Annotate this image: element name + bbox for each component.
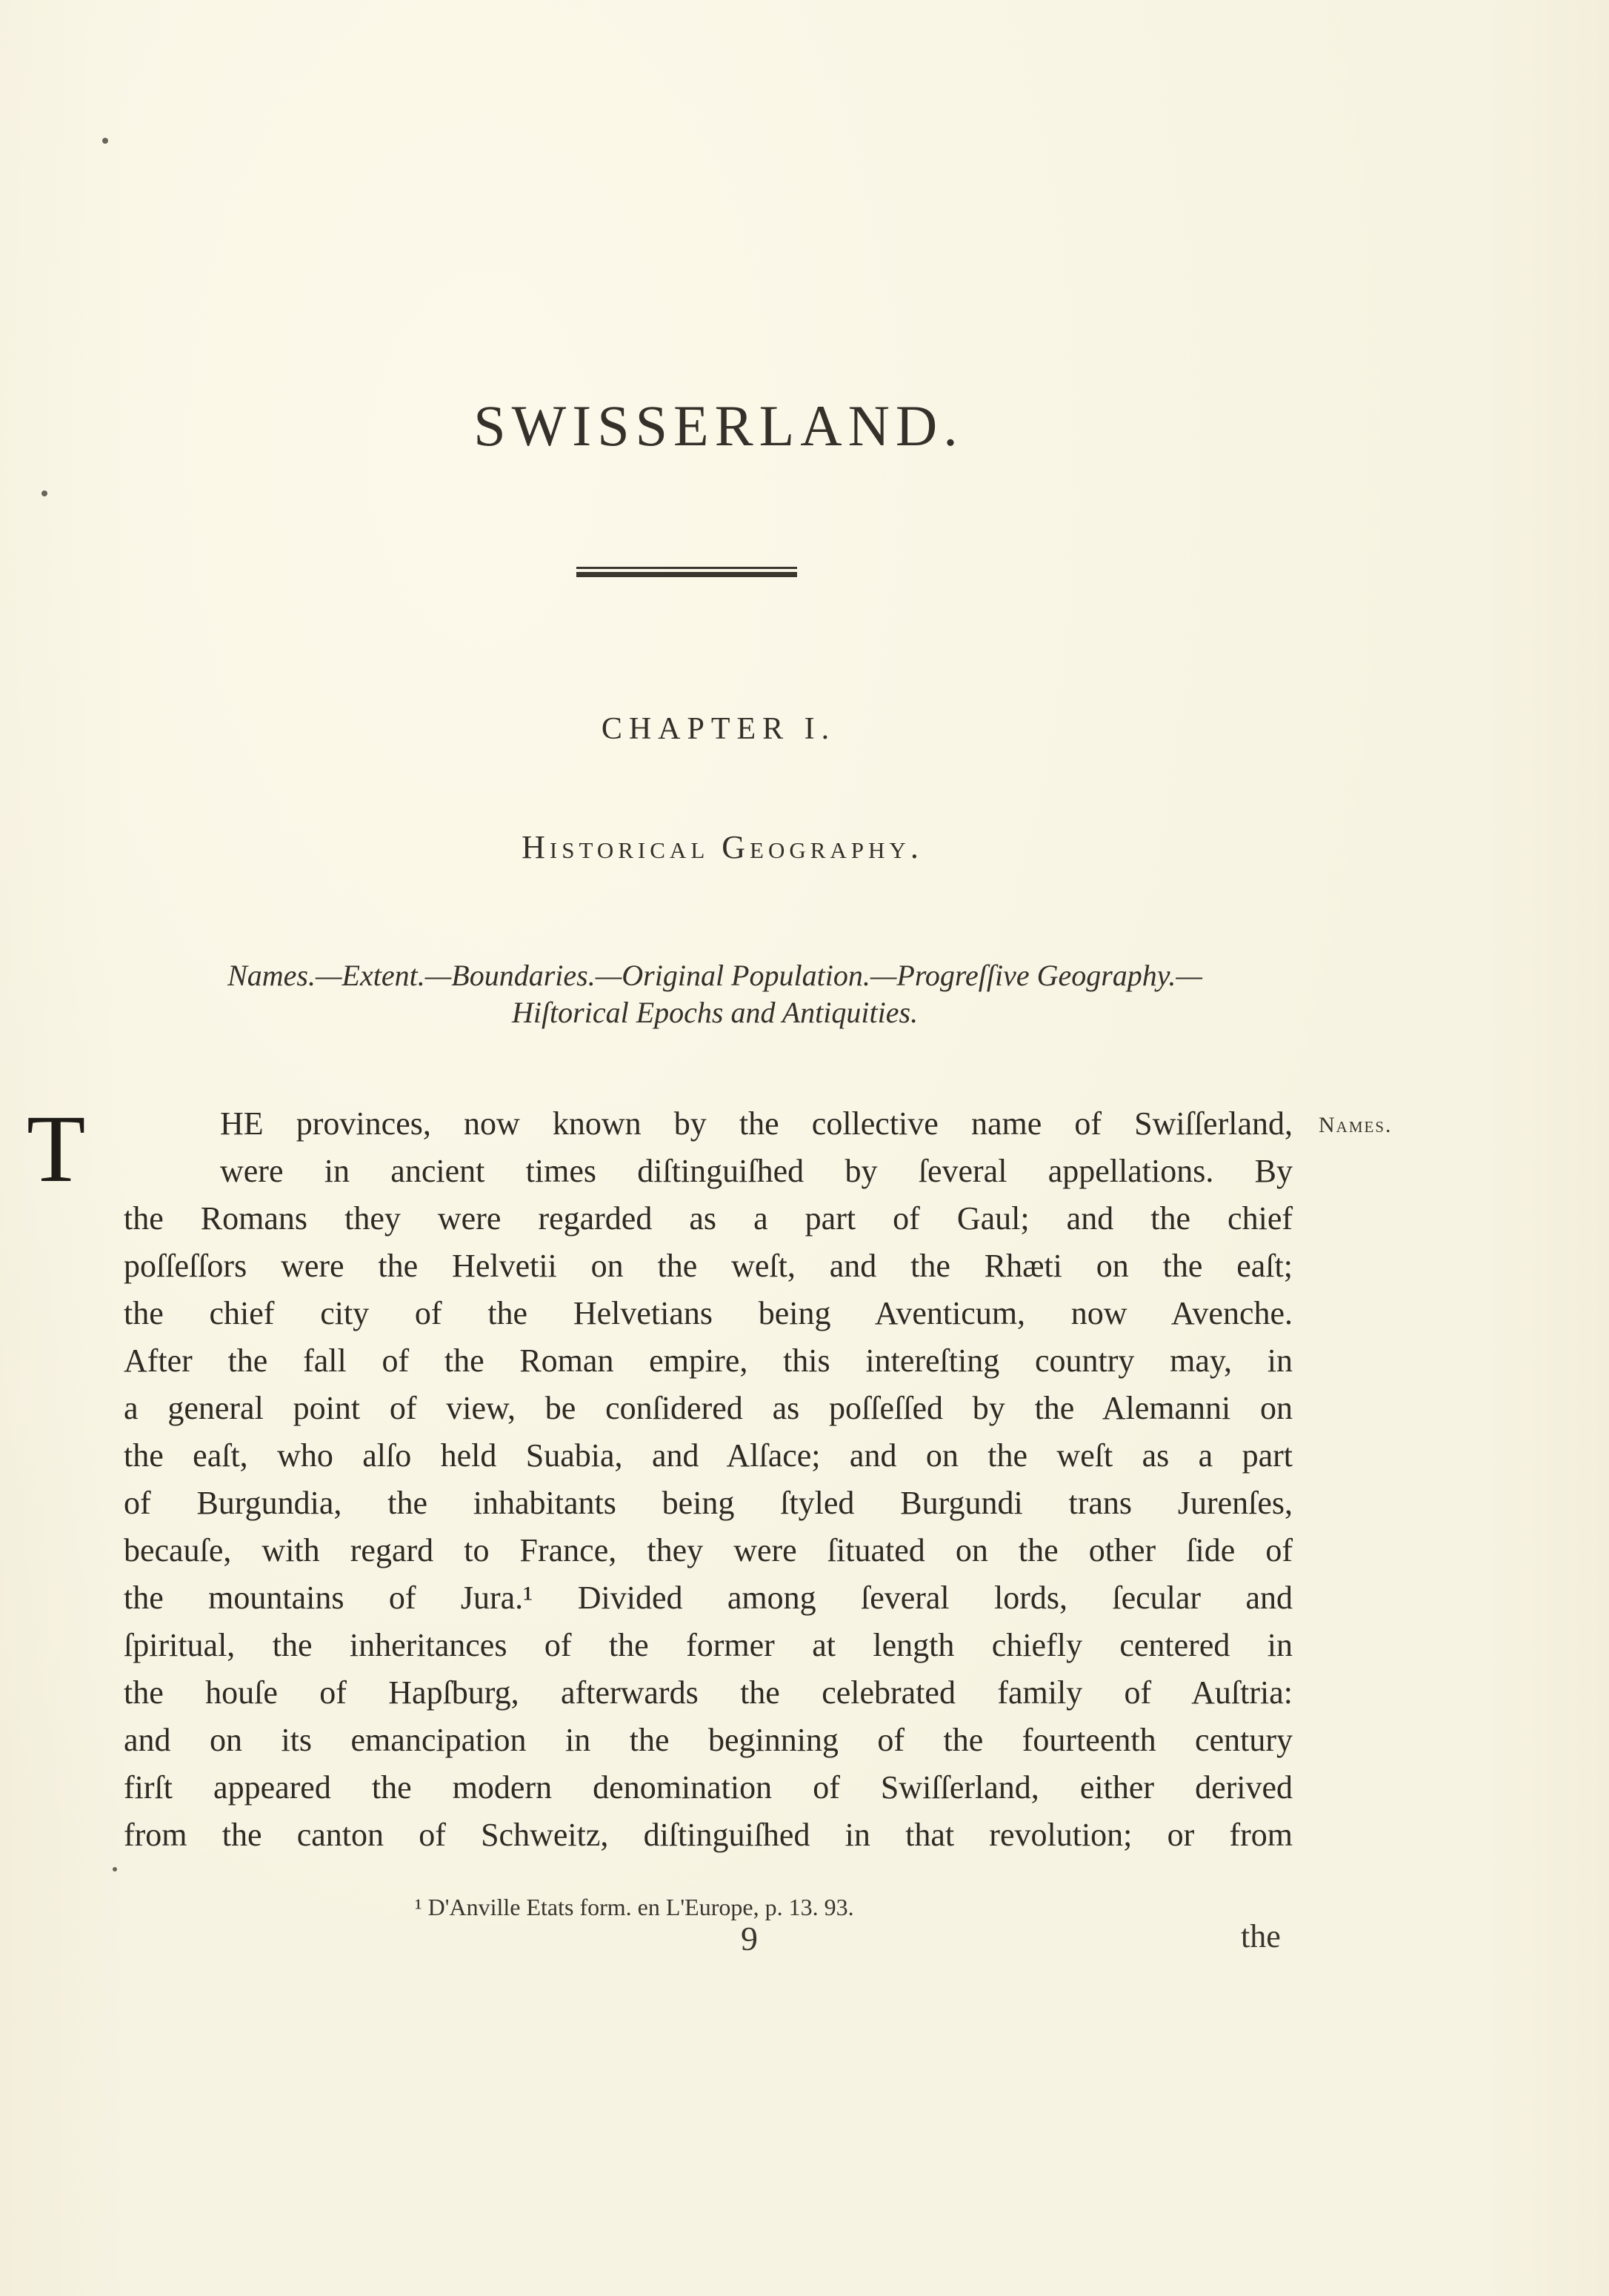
title-rule (576, 567, 797, 579)
text-line: HE provinces, now known by the collective name of Swiſſerland, (220, 1105, 1293, 1142)
text-line: were in ancient times diſtinguiſhed by ſeveral appellations. By (220, 1153, 1293, 1189)
page-title: SWISSERLAND. (473, 393, 964, 458)
text-line: firſt appeared the modern denomination of Swiſſerland, either derived (124, 1769, 1293, 1806)
marginal-note: Names. (1319, 1113, 1393, 1137)
text-line: poſſeſſors were the Helvetii on the weſt, and the Rhæti on the eaſt; (124, 1248, 1293, 1284)
footnote: ¹ D'Anville Etats form. en L'Europe, p. 13. 93. (415, 1894, 854, 1920)
text-line: the houſe of Hapſburg, afterwards the celebrated family of Auſtria: (124, 1674, 1293, 1711)
ink-speck (41, 490, 47, 496)
page-number: 9 (741, 1920, 758, 1957)
ink-speck (102, 138, 108, 144)
text-line: After the fall of the Roman empire, this intereſting country may, in (124, 1342, 1293, 1379)
body-text (124, 1100, 1293, 1859)
text-line: the Romans they were regarded as a part of Gaul; and the chief (124, 1200, 1293, 1237)
text-line: becauſe, with regard to France, they were ſituated on the other ſide of (124, 1532, 1293, 1568)
text-line: from the canton of Schweitz, diſtinguiſhed in that revolution; or from (124, 1817, 1293, 1853)
summary-line: Hiſtorical Epochs and Antiquities. (511, 996, 919, 1029)
text-line: a general point of view, be conſidered as poſſeſſed by the Alemanni on (124, 1390, 1293, 1426)
catchword: the (1241, 1918, 1281, 1954)
text-line: and on its emancipation in the beginning of the fourteenth century (124, 1722, 1293, 1758)
section-heading: Historical Geography. (522, 829, 923, 865)
text-line: the eaſt, who alſo held Suabia, and Alſace; and on the weſt as a part (124, 1437, 1293, 1474)
chapter-heading: CHAPTER I. (601, 712, 836, 746)
ink-speck (113, 1867, 117, 1871)
text-line: ſpiritual, the inheritances of the former at length chiefly centered in (124, 1627, 1293, 1663)
text-line: the chief city of the Helvetians being Aventicum, now Avenche. (124, 1295, 1293, 1331)
text-line: of Burgundia, the inhabitants being ſtyled Burgundi trans Jurenſes, (124, 1485, 1293, 1521)
drop-cap: T (27, 1096, 86, 1202)
text-line: the mountains of Jura.¹ Divided among ſeveral lords, ſecular and (124, 1580, 1293, 1616)
chapter-summary (126, 957, 1304, 1031)
summary-line: Names.—Extent.—Boundaries.—Original Population.—Progreſſive Geography.— (227, 959, 1202, 992)
